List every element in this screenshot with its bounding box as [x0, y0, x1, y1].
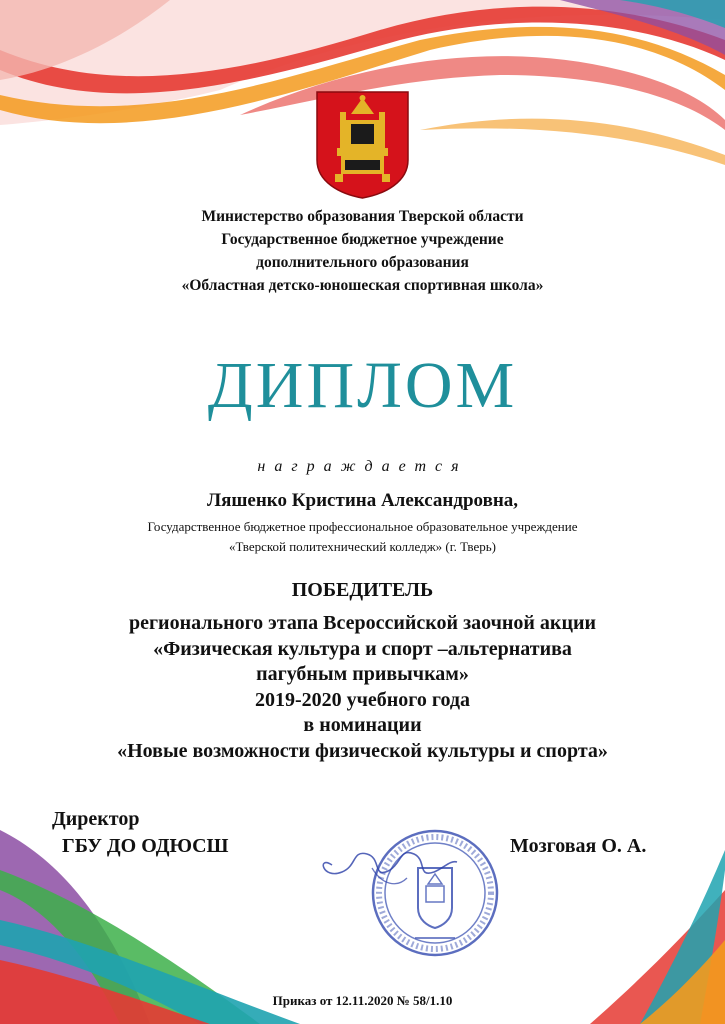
- award-line: «Физическая культура и спорт –альтернатива: [153, 637, 572, 660]
- award-description: [0, 611, 725, 764]
- ministry-line: дополнительного образования: [256, 254, 469, 271]
- tver-coat-of-arms-icon: [315, 90, 410, 200]
- ministry-line: Государственное бюджетное учреждение: [221, 231, 504, 248]
- recipient-name: Ляшенко Кристина Александровна,: [206, 490, 519, 511]
- order-reference: Приказ от 12.11.2020 № 58/1.10: [272, 993, 453, 1008]
- award-line: в номинации: [303, 714, 422, 736]
- director-position: Директор: [52, 808, 140, 830]
- handwritten-signature-icon: [312, 840, 462, 900]
- winner-heading: ПОБЕДИТЕЛЬ: [291, 579, 434, 601]
- ministry-line: Министерство образования Тверской области: [201, 208, 524, 225]
- director-name: Мозговая О. А.: [510, 835, 647, 857]
- director-organization: ГБУ ДО ОДЮСШ: [62, 835, 229, 857]
- diploma-title: ДИПЛОМ: [207, 349, 518, 422]
- recipient-institution: [0, 517, 725, 557]
- award-line: 2019-2020 учебного года: [254, 688, 471, 711]
- awarded-label: награждается: [257, 458, 468, 475]
- ministry-header: [0, 205, 725, 297]
- institution-line: «Тверской политехнический колледж» (г. Тверь): [228, 539, 497, 554]
- ministry-line: «Областная детско-юношеская спортивная школа»: [181, 277, 544, 294]
- award-line: «Новые возможности физической культуры и спорта»: [117, 739, 608, 762]
- institution-line: Государственное бюджетное профессиональное образовательное учреждение: [147, 519, 578, 534]
- award-line: регионального этапа Всероссийской заочной акции: [128, 612, 597, 634]
- award-line: пагубным привычкам»: [256, 663, 469, 685]
